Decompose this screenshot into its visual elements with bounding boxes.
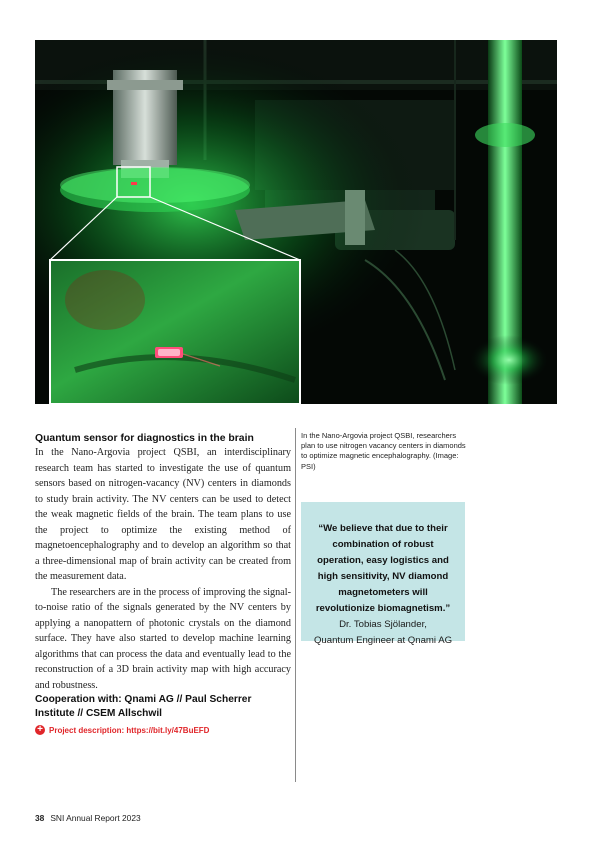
lab-photo-illustration <box>35 40 557 404</box>
page-footer <box>35 813 141 823</box>
quote-text: “We believe that due to their combination of robust operation, easy logistics and high sensitivity, NV diamond magnetometers will revolutionize biomagnetism.” <box>315 523 451 614</box>
quote-box <box>301 502 465 646</box>
article-column <box>35 432 291 735</box>
article-paragraph-1: In the Nano-Argovia project QSBI, an interdisciplinary research team has started to investigate the use of quantum sensors based on nitrogen-vacancy (NV) centers in diamonds to study brain activity. The NV centers can be used to detect the weak magnetic fields of the brain. The team plans to use the project to optimize the existing method of magnetoencephalography and to develop an algorithm so that a three-dimensional map of brain activity can be created from the measurement data. <box>35 447 291 582</box>
quote-author: Dr. Tobias Sjölander, <box>339 619 427 630</box>
column-divider <box>295 428 296 782</box>
project-description-link[interactable] <box>35 725 291 735</box>
plus-circle-icon: + <box>35 725 45 735</box>
photo-caption: In the Nano-Argovia project QSBI, researchers plan to use nitrogen vacancy centers in diamonds to optimize magnetic encephalography. (Image: PSI) <box>301 431 466 471</box>
article-paragraph-2: The researchers are in the process of improving the signal-to-noise ratio of the signals generated by the NV centers by applying a nanopattern of photonic crystals on the diamond surface. They have also started to develop machine learning algorithms that can process the data and eventually lead to the reconstruction of a 3D brain activity map with high accuracy and robustness. <box>35 586 291 691</box>
quote-author-role: Quantum Engineer at Qnami AG <box>313 635 453 646</box>
publication-title: SNI Annual Report 2023 <box>50 813 141 823</box>
cooperation-partners: Cooperation with: Qnami AG // Paul Scherrer Institute // CSEM Allschwil <box>35 694 252 719</box>
article-heading: Quantum sensor for diagnostics in the brain <box>35 433 254 444</box>
project-description-text: Project description: https://bit.ly/47BuEFD <box>49 725 210 735</box>
page-number: 38 <box>35 813 45 823</box>
lab-setup-photo <box>35 40 557 404</box>
